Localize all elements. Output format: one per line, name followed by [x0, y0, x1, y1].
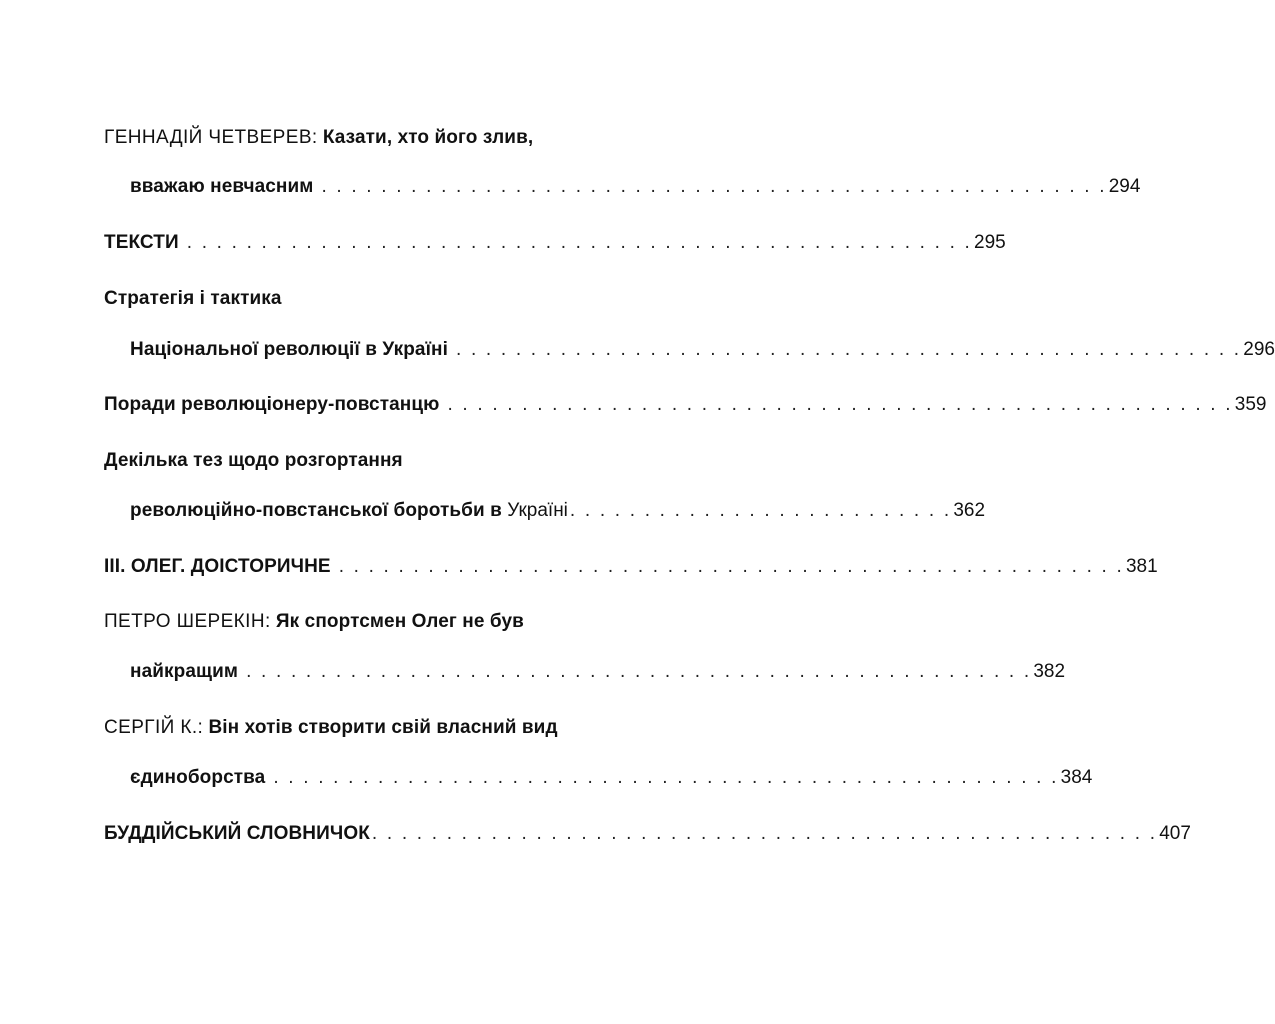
dot-leader: . . . . . . . . . . . . . . . . . . . . . . . . . . . . . . . . . . . . . . . . . . . . . . . . . . . . .: [186, 232, 973, 253]
dot-leader: . . . . . . . . . . . . . . . . . . . . . . . . . .: [569, 500, 952, 521]
toc-entry-leader-line: [104, 393, 1267, 417]
toc-entry-leader-line: [104, 231, 1006, 255]
entry-title-continuation: найкращим: [130, 661, 239, 682]
page-number: 362: [953, 500, 986, 521]
entry-author: СЕРГІЙ К.:: [104, 717, 204, 738]
entry-title: Казати, хто його злив,: [322, 127, 534, 148]
entry-title-continuation: революційно-повстанської боротьби в: [130, 500, 502, 521]
page-number: 295: [974, 232, 1006, 253]
entry-title: Стратегія і тактика: [104, 288, 282, 309]
entry-author: ГЕННАДІЙ ЧЕТВЕРЕВ:: [104, 127, 318, 148]
toc-entry-title-line: [104, 287, 282, 311]
page-number: 407: [1159, 823, 1191, 844]
toc-entry-leader-line: [130, 175, 1141, 199]
toc-entry-author-line: [104, 716, 558, 740]
entry-title: Декілька тез щодо розгортання: [104, 450, 403, 471]
toc-entry-author-line: [104, 610, 524, 634]
toc-entry-leader-line: [104, 555, 1158, 579]
page-number: 296: [1243, 339, 1275, 360]
page-number: 384: [1060, 767, 1093, 788]
page-number: 359: [1234, 394, 1267, 415]
dot-leader: . . . . . . . . . . . . . . . . . . . . . . . . . . . . . . . . . . . . . . . . . . . . . . . . . . . . .: [447, 394, 1233, 415]
section-heading: БУДДІЙСЬКИЙ СЛОВНИЧОК: [104, 823, 370, 844]
entry-title-continuation: Національної революції в Україні: [130, 339, 448, 360]
entry-title: Як спортсмен Олег не був: [275, 611, 524, 632]
toc-entry-leader-line: [130, 766, 1093, 790]
entry-title: Він хотів створити свій власний вид: [208, 717, 558, 738]
entry-author: ПЕТРО ШЕРЕКІН:: [104, 611, 271, 632]
page-number: 381: [1125, 556, 1158, 577]
toc-entry-author-line: [104, 126, 533, 150]
entry-title-continuation-plain: Україні: [507, 500, 568, 521]
dot-leader: . . . . . . . . . . . . . . . . . . . . . . . . . . . . . . . . . . . . . . . . . . . . . . . . . . . . .: [321, 176, 1107, 197]
page-number: 382: [1033, 661, 1066, 682]
dot-leader: . . . . . . . . . . . . . . . . . . . . . . . . . . . . . . . . . . . . . . . . . . . . . . . . . . . . .: [273, 767, 1059, 788]
toc-entry-leader-line: [104, 822, 1191, 846]
dot-leader: . . . . . . . . . . . . . . . . . . . . . . . . . . . . . . . . . . . . . . . . . . . . . . . . . . . . .: [338, 556, 1124, 577]
entry-title-continuation: єдиноборства: [130, 767, 266, 788]
entry-title: Поради революціонеру-повстанцю: [104, 394, 440, 415]
toc-entry-leader-line: [130, 660, 1066, 684]
entry-title: ТЕКСТИ: [104, 232, 179, 253]
section-heading: ІІІ. ОЛЕГ. ДОІСТОРИЧНЕ: [104, 556, 331, 577]
dot-leader: . . . . . . . . . . . . . . . . . . . . . . . . . . . . . . . . . . . . . . . . . . . . . . . . . . . . .: [456, 339, 1242, 360]
toc-entry-title-line: [104, 449, 403, 473]
entry-title-continuation: вважаю невчасним: [130, 176, 314, 197]
page-number: 294: [1108, 176, 1141, 197]
toc-entry-leader-line: [130, 499, 986, 523]
dot-leader: . . . . . . . . . . . . . . . . . . . . . . . . . . . . . . . . . . . . . . . . . . . . . . . . . . . . .: [371, 823, 1158, 844]
dot-leader: . . . . . . . . . . . . . . . . . . . . . . . . . . . . . . . . . . . . . . . . . . . . . . . . . . . . .: [246, 661, 1032, 682]
toc-entry-leader-line: [130, 338, 1275, 362]
